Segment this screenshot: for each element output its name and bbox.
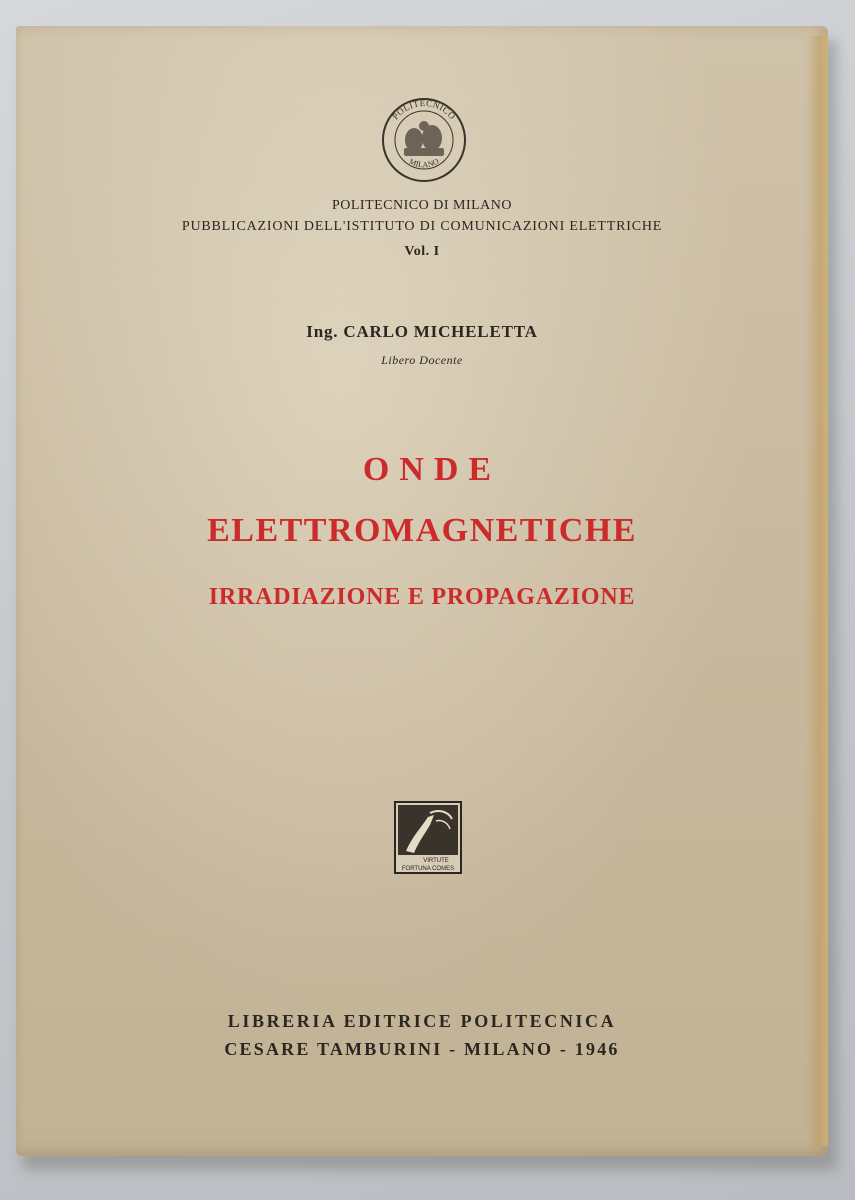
book-title-line-2: ELETTROMAGNETICHE [207, 512, 637, 549]
printer-mark-text-1: VIRTUTE [423, 858, 449, 864]
author-role: Libero Docente [381, 353, 463, 367]
volume-number: Vol. I [404, 244, 440, 259]
seal-top-text: POLITECNICO [390, 97, 458, 122]
svg-text:POLITECNICO [390, 98, 458, 122]
book-cover [16, 26, 828, 1156]
book-title-line-1: ONDE [362, 451, 502, 488]
publisher-details: CESARE TAMBURINI - MILANO - 1946 [224, 1039, 620, 1059]
series-institution: POLITECNICO DI MILANO [331, 198, 513, 213]
politecnico-seal-icon [380, 96, 468, 184]
printer-mark-icon [394, 801, 462, 874]
author-name: Ing. CARLO MICHELETTA [306, 322, 538, 341]
publisher-name: LIBRERIA EDITRICE POLITECNICA [227, 1011, 617, 1031]
seal-bottom-text: MILANO [407, 156, 441, 170]
series-publication: PUBBLICAZIONI DELL'ISTITUTO DI COMUNICAZIONI ELETTRICHE [181, 219, 663, 234]
book-subtitle: IRRADIAZIONE E PROPAGAZIONE [208, 584, 636, 610]
svg-text:MILANO [408, 157, 441, 170]
printer-mark-text-2: FORTUNA COMES [401, 866, 455, 872]
